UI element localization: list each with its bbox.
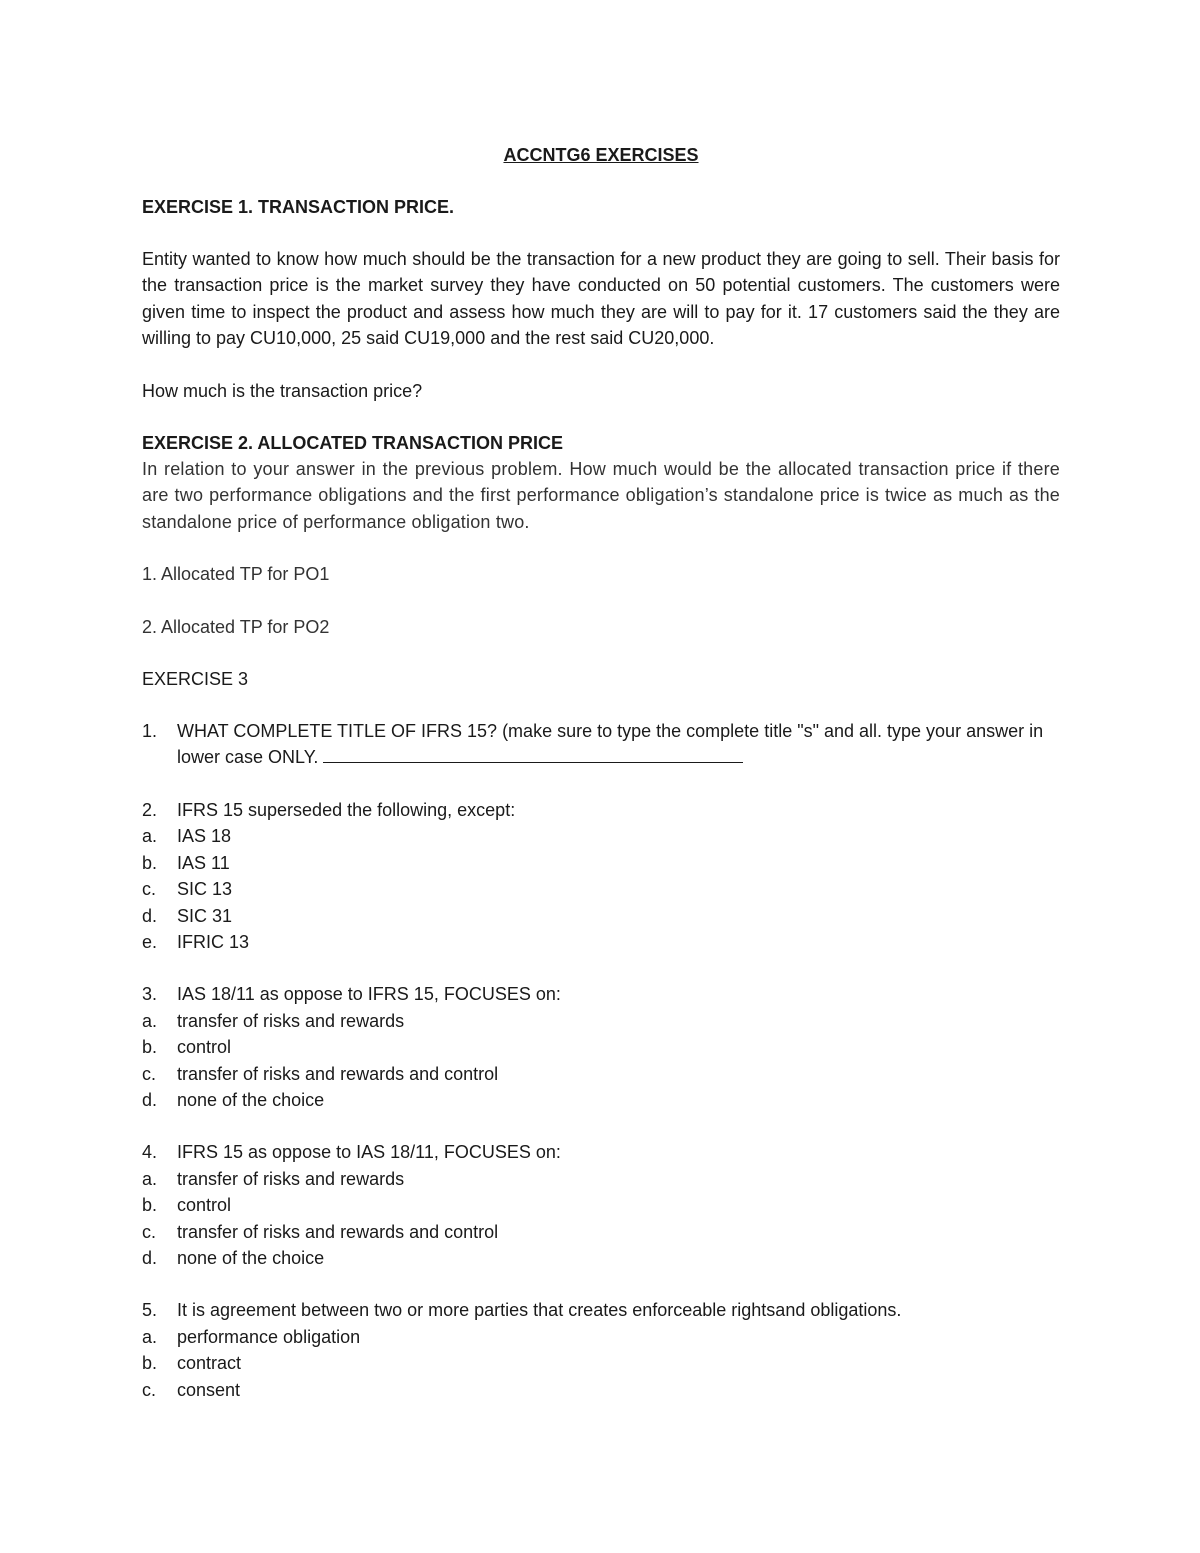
- exercise-2-heading: EXERCISE 2. ALLOCATED TRANSACTION PRICE: [142, 433, 564, 454]
- choice: [142, 1245, 1060, 1271]
- choice-letter: d.: [142, 905, 158, 926]
- choice-letter: b.: [142, 852, 158, 873]
- choice-letter: d.: [142, 1247, 158, 1268]
- choice: [142, 850, 1060, 876]
- choice: [142, 823, 1060, 849]
- choice: [142, 1166, 1060, 1192]
- choice: [142, 1219, 1060, 1245]
- choice-text: transfer of risks and rewards: [177, 1168, 405, 1189]
- choice-text: contract: [177, 1353, 242, 1374]
- question-text: It is agreement between two or more parties that creates enforceable rightsand obligations.: [177, 1300, 902, 1321]
- choice-text: none of the choice: [177, 1089, 325, 1110]
- question-number: 2.: [142, 799, 158, 820]
- answer-blank-line: [323, 744, 743, 763]
- exercise-1-heading: EXERCISE 1. TRANSACTION PRICE.: [142, 197, 455, 217]
- question-1: [142, 718, 1060, 771]
- choice-text: IAS 18: [177, 826, 232, 847]
- choice-text: none of the choice: [177, 1247, 325, 1268]
- choice-letter: e.: [142, 931, 158, 952]
- choice-text: SIC 31: [177, 905, 233, 926]
- choice: [142, 876, 1060, 902]
- choice-text: control: [177, 1037, 232, 1058]
- choice: [142, 903, 1060, 929]
- question-number: 4.: [142, 1142, 158, 1163]
- choice-letter: d.: [142, 1089, 158, 1110]
- exercise-2-item-1: 1. Allocated TP for PO1: [142, 564, 330, 585]
- question-4: [142, 1139, 1060, 1165]
- exercise-3-heading: EXERCISE 3: [142, 669, 249, 690]
- choice-text: performance obligation: [177, 1326, 361, 1347]
- choice-letter: a.: [142, 826, 158, 847]
- choice-letter: b.: [142, 1353, 158, 1374]
- question-text: IFRS 15 as oppose to IAS 18/11, FOCUSES on:: [177, 1142, 561, 1163]
- choice-text: control: [177, 1195, 232, 1216]
- choice: [142, 1192, 1060, 1218]
- choice-text: IFRIC 13: [177, 931, 250, 952]
- choice: [142, 1350, 1060, 1376]
- choice: [142, 1087, 1060, 1113]
- document-page: [142, 142, 1060, 1403]
- choice-text: transfer of risks and rewards and control: [177, 1063, 499, 1084]
- choice-letter: b.: [142, 1037, 158, 1058]
- exercise-2-item-2: 2. Allocated TP for PO2: [142, 616, 330, 637]
- choice: [142, 1034, 1060, 1060]
- choice-letter: c.: [142, 879, 157, 900]
- choice: [142, 1324, 1060, 1350]
- choice: [142, 1377, 1060, 1403]
- question-5: [142, 1297, 1060, 1323]
- choice: [142, 1061, 1060, 1087]
- question-text: [177, 718, 1060, 771]
- question-number: 3.: [142, 984, 158, 1005]
- choice-text: IAS 11: [177, 852, 230, 873]
- exercise-2-body: In relation to your answer in the previous problem. How much would be the allocated transaction price if there are two performance obligations and the first performance obligation’s standalone price is twice as much as the standalone price of performance obligation two.: [142, 459, 1060, 532]
- choice-text: consent: [177, 1379, 241, 1400]
- choice-letter: c.: [142, 1063, 157, 1084]
- question-2: [142, 797, 1060, 823]
- choice-text: SIC 13: [177, 879, 233, 900]
- choice-text: transfer of risks and rewards: [177, 1010, 405, 1031]
- exercise-1-body: Entity wanted to know how much should be the transaction for a new product they are going to sell. Their basis for the transaction price is the market survey they have conducted on 50 potential customers. The customers were given time to inspect the product and assess how much they are will to pay for it. 17 customers said the they are willing to pay CU10,000, 25 said CU19,000 and the rest said CU20,000.: [142, 249, 1060, 349]
- choice-letter: c.: [142, 1379, 157, 1400]
- choice-letter: a.: [142, 1010, 158, 1031]
- choice: [142, 929, 1060, 955]
- exercise-1-question: How much is the transaction price?: [142, 380, 423, 401]
- question-1-text: WHAT COMPLETE TITLE OF IFRS 15? (make sure to type the complete title "s" and all. type your answer in lower case ONLY.: [177, 721, 1044, 768]
- choice-letter: a.: [142, 1168, 158, 1189]
- document-title: ACCNTG6 EXERCISES: [503, 145, 699, 165]
- choice-letter: b.: [142, 1195, 158, 1216]
- choice-letter: c.: [142, 1221, 157, 1242]
- question-3: [142, 981, 1060, 1007]
- question-number: 5.: [142, 1300, 158, 1321]
- choice-letter: a.: [142, 1326, 158, 1347]
- choice-text: transfer of risks and rewards and control: [177, 1221, 499, 1242]
- choice: [142, 1008, 1060, 1034]
- question-number: 1.: [142, 721, 158, 742]
- question-text: IFRS 15 superseded the following, except:: [177, 799, 516, 820]
- question-text: IAS 18/11 as oppose to IFRS 15, FOCUSES on:: [177, 984, 561, 1005]
